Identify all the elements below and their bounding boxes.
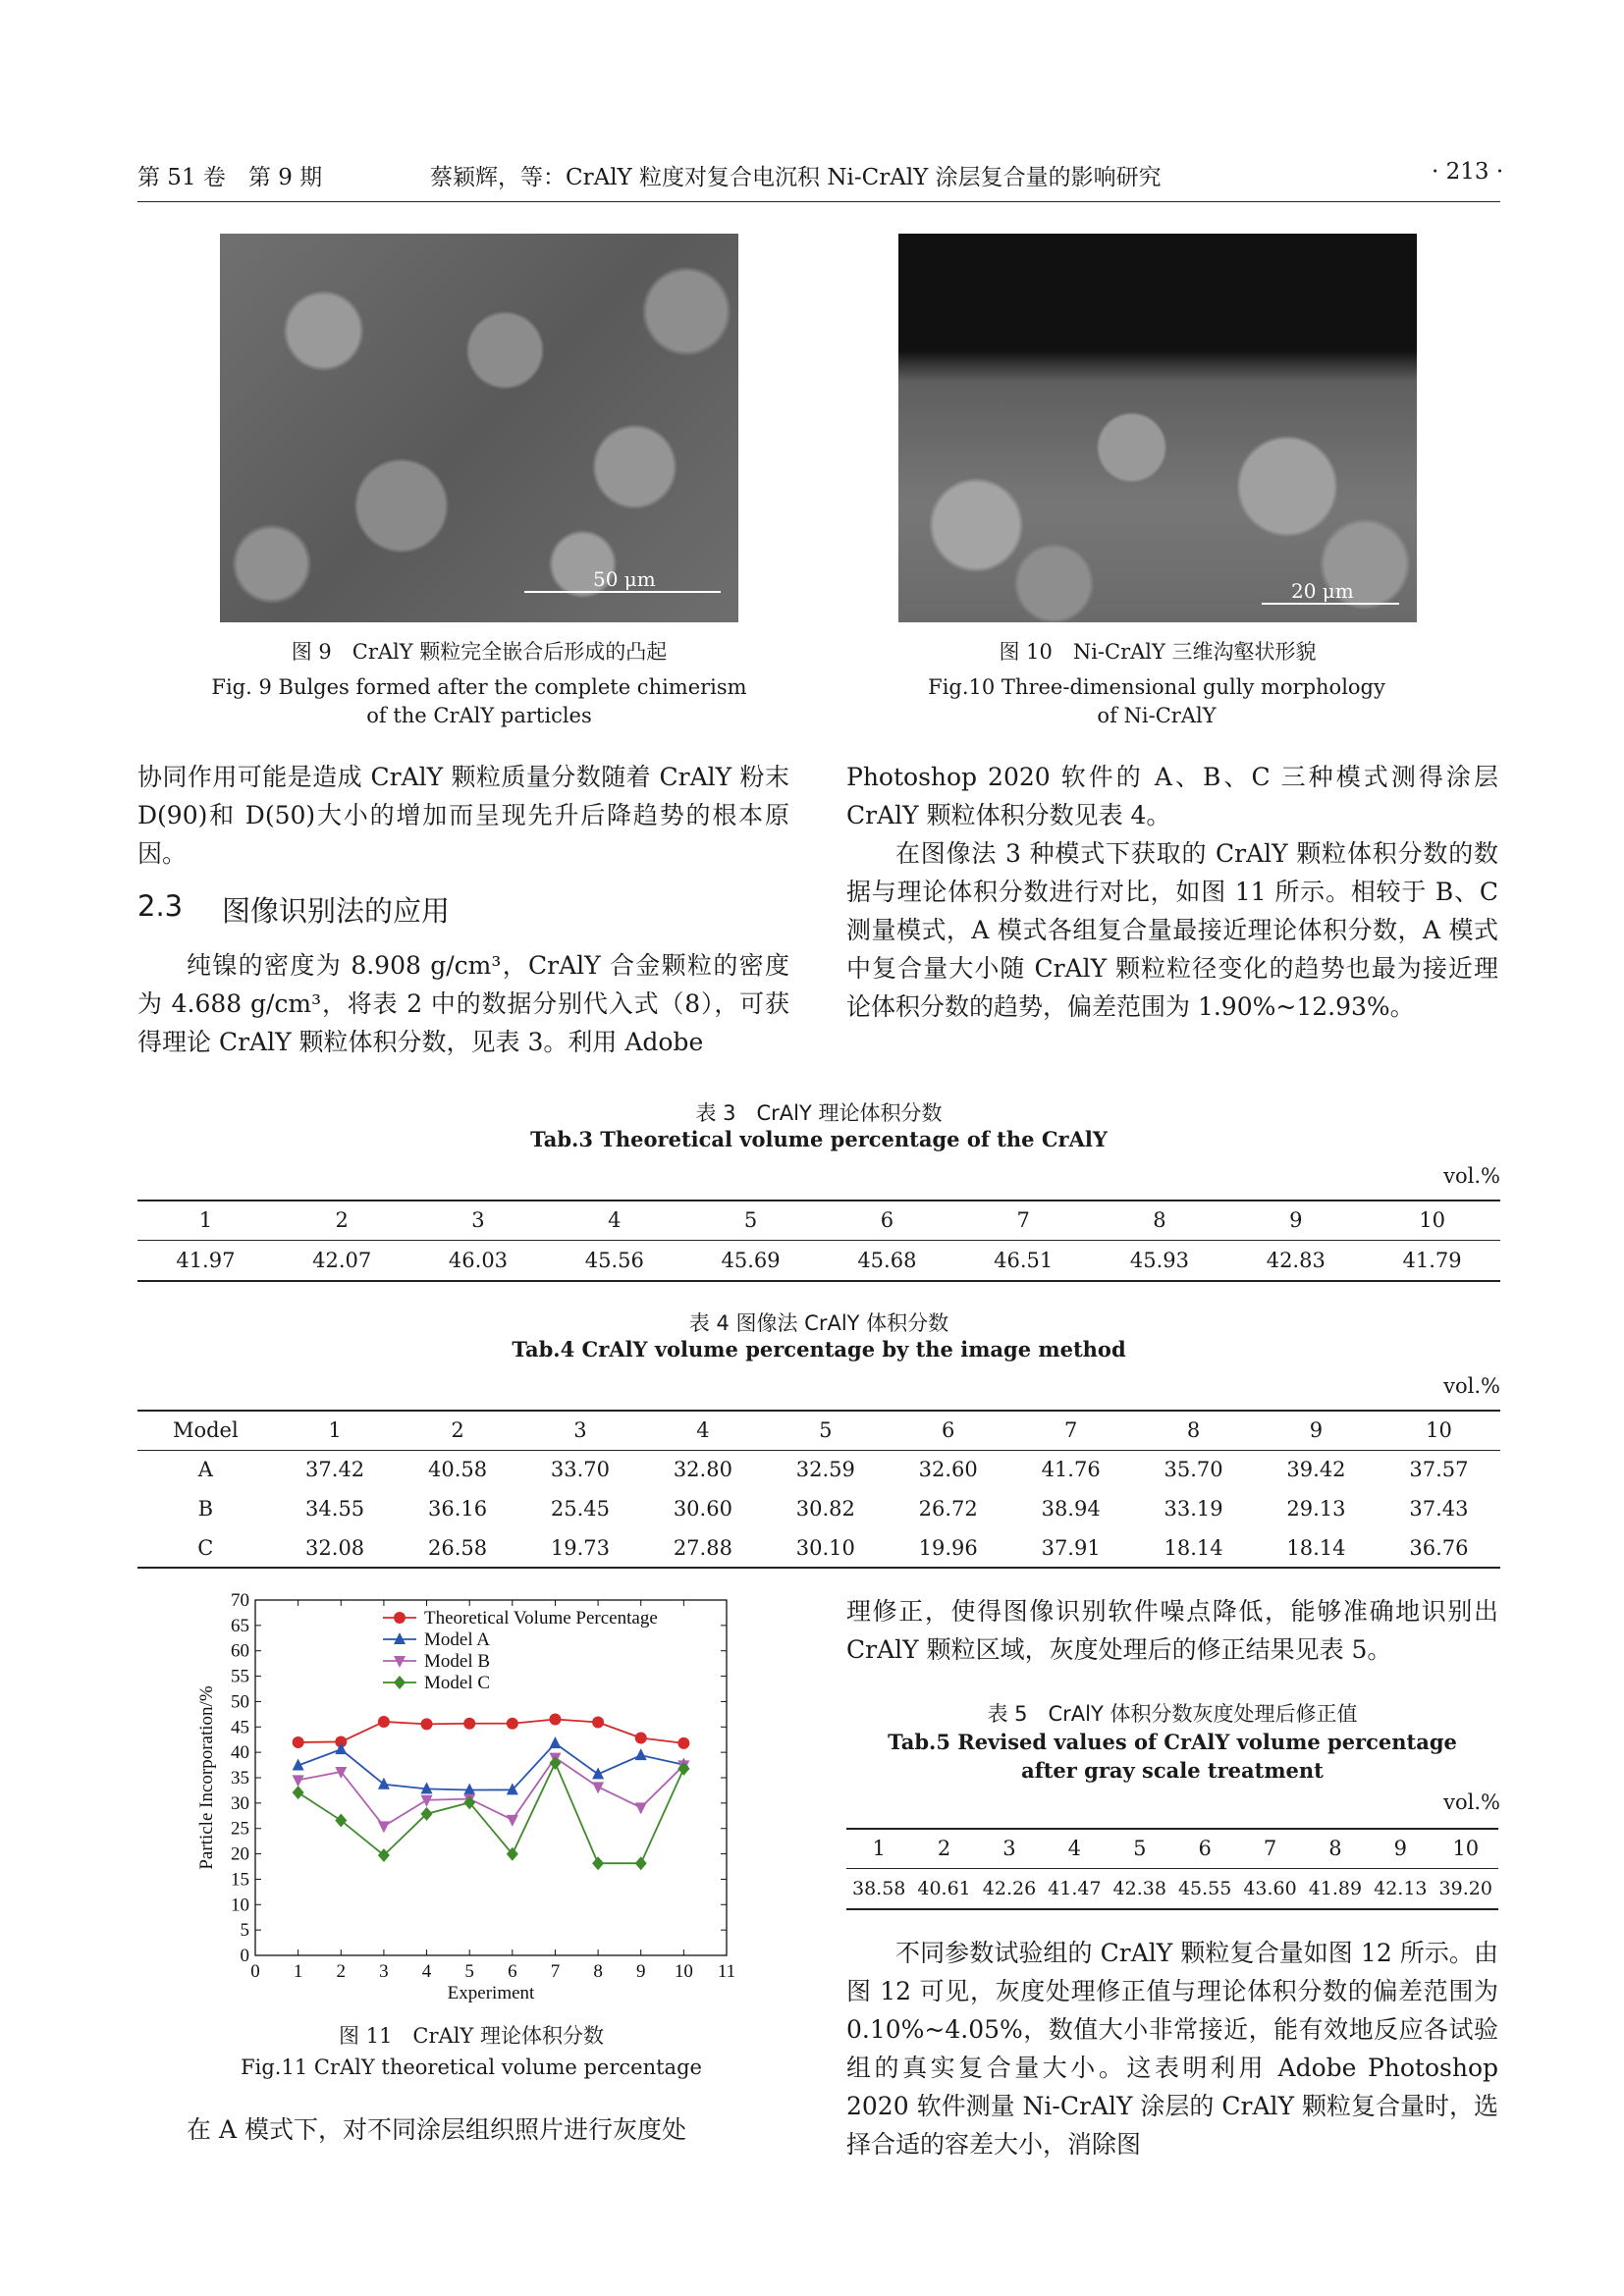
- right-paragraph-1: Photoshop 2020 软件的 A、B、C 三种模式测得涂层 CrAlY 颗粒体积分数见表 4。: [846, 763, 1498, 829]
- y-tick-label: 45: [231, 1717, 249, 1738]
- series-1-point: [549, 1736, 561, 1748]
- table5-header-cell: 7: [1237, 1829, 1302, 1868]
- x-tick-label: 4: [421, 1961, 432, 1982]
- table4-header-cell: 1: [274, 1411, 397, 1450]
- table3-header-cell: 5: [682, 1201, 819, 1240]
- series-2-line: [298, 1758, 684, 1827]
- series-1-point: [635, 1748, 647, 1760]
- table5: [846, 1828, 1498, 1910]
- table5-cell: 43.60: [1237, 1868, 1302, 1909]
- series-1-point: [378, 1778, 390, 1789]
- table4-cell: 36.76: [1378, 1528, 1500, 1568]
- table4-caption-en: Tab.4 CrAlY volume percentage by the image method: [512, 1337, 1126, 1362]
- table5-caption-cn: 表 5 CrAlY 体积分数灰度处理后修正值: [987, 1702, 1358, 1726]
- table5-cell: 40.61: [911, 1868, 976, 1909]
- x-tick-label: 5: [464, 1961, 474, 1982]
- series-0-point: [421, 1718, 433, 1730]
- table5-header-cell: 4: [1042, 1829, 1107, 1868]
- table4-header-cell: 7: [1009, 1411, 1132, 1450]
- table5-header-cell: 6: [1172, 1829, 1237, 1868]
- y-tick-label: 15: [231, 1869, 249, 1891]
- x-tick-label: 9: [635, 1961, 646, 1982]
- section-title: 图像识别法的应用: [222, 894, 451, 928]
- y-tick-label: 35: [231, 1768, 249, 1789]
- series-0-point: [635, 1733, 647, 1744]
- y-tick-label: 30: [231, 1792, 249, 1814]
- table4-cell: 26.58: [397, 1528, 519, 1568]
- table4-cell: 37.43: [1409, 1497, 1469, 1521]
- table5-cell: 41.89: [1303, 1868, 1368, 1909]
- series-2-point: [293, 1775, 304, 1787]
- section-number: 2.3: [137, 889, 184, 923]
- table4-cell: 19.96: [887, 1528, 1009, 1568]
- table4-cell: A: [137, 1450, 274, 1489]
- y-tick-label: 60: [231, 1640, 249, 1662]
- table5-header-cell: 5: [1108, 1829, 1172, 1868]
- table4-cell: 33.70: [519, 1450, 642, 1489]
- table3-header-row: [137, 1201, 1500, 1240]
- table4-cell: 30.82: [795, 1497, 855, 1521]
- table5-header-cell: 3: [977, 1829, 1042, 1868]
- table3-header-cell: 6: [819, 1201, 955, 1240]
- y-tick-label: 40: [231, 1742, 249, 1764]
- table4-cell: 37.57: [1378, 1450, 1500, 1489]
- table5-caption-en-2: after gray scale treatment: [1021, 1758, 1324, 1783]
- fig11-caption-cn: 图 11 CrAlY 理论体积分数: [339, 2024, 604, 2048]
- table3-cell: 41.79: [1364, 1240, 1500, 1281]
- header-rule: [137, 201, 1500, 202]
- y-tick-label: 20: [231, 1843, 249, 1865]
- series-0-point: [293, 1736, 304, 1748]
- table3-caption-en: Tab.3 Theoretical volume percentage of the CrAlY: [530, 1127, 1108, 1151]
- series-0-point: [592, 1716, 604, 1728]
- table4-cell: 18.14: [1132, 1528, 1255, 1568]
- table5-cell: 38.58: [846, 1868, 911, 1909]
- table4-cell: 39.42: [1255, 1450, 1378, 1489]
- series-3-point: [635, 1856, 647, 1870]
- series-1-line: [298, 1743, 684, 1789]
- series-3-legend-marker: [394, 1676, 406, 1689]
- table4-cell: 30.60: [673, 1497, 732, 1521]
- x-tick-label: 6: [508, 1961, 517, 1982]
- page-number: · 213 ·: [1432, 159, 1504, 185]
- series-2-point: [378, 1821, 390, 1833]
- table4-header-cell: 5: [764, 1411, 887, 1450]
- series-3-point: [549, 1756, 561, 1770]
- table4-cell: B: [197, 1497, 214, 1521]
- table4-cell: 30.10: [764, 1528, 887, 1568]
- table3-header-cell: 3: [410, 1201, 547, 1240]
- table5-header-row: [846, 1829, 1498, 1868]
- table4-cell: 33.19: [1164, 1497, 1223, 1521]
- fig10-caption-en-2: of Ni-CrAlY: [1097, 704, 1217, 727]
- table3-header-cell: 8: [1092, 1201, 1228, 1240]
- plot-frame: [255, 1600, 727, 1955]
- y-tick-label: 0: [240, 1946, 249, 1966]
- table4-cell: 32.60: [887, 1450, 1009, 1489]
- table3-value-row: [137, 1240, 1500, 1281]
- series-2-point: [635, 1802, 647, 1814]
- table4-cell: 27.88: [641, 1528, 764, 1568]
- running-title: 蔡颖辉，等：CrAlY 粒度对复合电沉积 Ni-CrAlY 涂层复合量的影响研究: [430, 165, 1162, 190]
- fig9-caption-cn: 图 9 CrAlY 颗粒完全嵌合后形成的凸起: [291, 640, 668, 664]
- fig11-caption-en: Fig.11 CrAlY theoretical volume percentage: [241, 2056, 702, 2079]
- table4-cell: 29.13: [1286, 1497, 1346, 1521]
- table3: [137, 1200, 1500, 1282]
- series-0-line: [298, 1719, 684, 1742]
- table3-cell: 41.97: [137, 1240, 274, 1281]
- table3-unit: vol.%: [1443, 1164, 1500, 1188]
- series-0-legend-label: Theoretical Volume Percentage: [424, 1608, 658, 1629]
- x-tick-label: 2: [336, 1961, 347, 1982]
- series-1-legend-marker: [394, 1632, 406, 1644]
- fig9-micrograph: [220, 234, 738, 622]
- table3-caption-cn: 表 3 CrAlY 理论体积分数: [695, 1101, 943, 1125]
- series-0-point: [549, 1713, 561, 1725]
- x-tick-label: 8: [593, 1961, 603, 1982]
- table4-header-cell: 9: [1255, 1411, 1378, 1450]
- table3-cell: 45.56: [546, 1240, 682, 1281]
- table4-header-cell: 10: [1378, 1411, 1500, 1450]
- x-tick-label: 7: [550, 1961, 561, 1982]
- table3-cell: 45.68: [819, 1240, 955, 1281]
- fig10-caption-cn: 图 10 Ni-CrAlY 三维沟壑状形貌: [999, 640, 1317, 664]
- fig9-scale-bar: [524, 591, 721, 593]
- table5-value-row: [846, 1868, 1498, 1909]
- table4-cell: 25.45: [550, 1497, 611, 1521]
- series-3-legend-label: Model C: [424, 1673, 491, 1693]
- x-tick-label: 0: [250, 1961, 260, 1982]
- x-tick-label: 3: [379, 1961, 389, 1982]
- table4-header-cell: 6: [887, 1411, 1009, 1450]
- series-3-line: [298, 1763, 684, 1863]
- table5-caption-en-1: Tab.5 Revised values of CrAlY volume percentage: [888, 1730, 1457, 1754]
- series-0-legend-marker: [394, 1612, 406, 1624]
- series-3-point: [592, 1856, 604, 1870]
- table3-cell: 45.69: [682, 1240, 819, 1281]
- right-paragraph-2: 在图像法 3 种模式下获取的 CrAlY 颗粒体积分数的数据与理论体积分数进行对比，如图 11 所示。相较于 B、C 测量模式，A 模式各组复合量最接近理论体积分数，A 模式中复合量大小随 CrAlY 颗粒粒径变化的趋势也最为接近理论体积分数的趋势，偏差范围为 1.90%~12.93%。: [846, 839, 1498, 1021]
- series-0-point: [677, 1737, 689, 1749]
- y-tick-label: 50: [231, 1691, 249, 1713]
- table5-cell: 39.20: [1434, 1868, 1498, 1909]
- table4-cell: 40.58: [397, 1450, 519, 1489]
- table5-header-cell: 8: [1303, 1829, 1368, 1868]
- table5-cell: 45.55: [1172, 1868, 1237, 1909]
- table4-cell: 35.70: [1132, 1450, 1255, 1489]
- table3-header-cell: 7: [955, 1201, 1092, 1240]
- series-1-legend-label: Model A: [424, 1629, 491, 1650]
- fig10-micrograph: [898, 234, 1417, 622]
- series-2-point: [507, 1815, 518, 1827]
- series-2-point: [592, 1782, 604, 1793]
- table5-cell: 42.38: [1108, 1868, 1172, 1909]
- table4-cell: 32.80: [641, 1450, 764, 1489]
- table3-header-cell: 1: [137, 1201, 274, 1240]
- fig11-svg: [187, 1590, 756, 2002]
- table3-cell: 42.07: [274, 1240, 410, 1281]
- fig10-caption-en-1: Fig.10 Three-dimensional gully morphology: [928, 675, 1385, 699]
- table4-cell: 37.42: [274, 1450, 397, 1489]
- table4-header-row: [137, 1411, 1500, 1450]
- series-0-point: [463, 1718, 475, 1730]
- table3-cell: 42.83: [1227, 1240, 1364, 1281]
- table5-cell: 42.13: [1368, 1868, 1433, 1909]
- journal-volume: 第 51 卷 第 9 期: [137, 165, 323, 190]
- table3-cell: 45.93: [1092, 1240, 1228, 1281]
- left-paragraph-1: 协同作用可能是造成 CrAlY 颗粒质量分数随着 CrAlY 粉末 D(90)和 D(50)大小的增加而呈现先升后降趋势的根本原因。: [137, 763, 789, 868]
- fig9-caption-en-2: of the CrAlY particles: [366, 704, 592, 727]
- table4-header-cell: 2: [397, 1411, 519, 1450]
- table3-header-cell: 9: [1227, 1201, 1364, 1240]
- table5-header-cell: 2: [911, 1829, 976, 1868]
- table4-caption-cn: 表 4 图像法 CrAlY 体积分数: [688, 1311, 949, 1335]
- table3-header-cell: 4: [546, 1201, 682, 1240]
- table4-cell: 19.73: [519, 1528, 642, 1568]
- table4-cell: 38.94: [1041, 1497, 1101, 1521]
- series-2-point: [421, 1795, 433, 1807]
- table3-cell: 46.51: [955, 1240, 1092, 1281]
- right-paragraph-4: 不同参数试验组的 CrAlY 颗粒复合量如图 12 所示。由图 12 可见，灰度处理修正值与理论体积分数的偏差范围为 0.10%~4.05%，数值大小非常接近，能有效地反应各试验组的真实复合量大小。这表明利用 Adobe Photoshop 2020 软件测量 Ni-CrAlY 涂层的 CrAlY 颗粒复合量时，选择合适的容差大小，消除图: [846, 1939, 1498, 2159]
- table4-cell: 26.72: [918, 1497, 978, 1521]
- fig10-scale-label: 20 μm: [1291, 579, 1354, 603]
- table4: [137, 1410, 1500, 1569]
- table4-row-c: [137, 1528, 1500, 1568]
- table4-cell: 18.14: [1255, 1528, 1378, 1568]
- series-3-point: [335, 1814, 347, 1828]
- y-tick-label: 65: [231, 1615, 249, 1636]
- series-2-legend-label: Model B: [424, 1651, 491, 1672]
- table3-cell: 46.03: [410, 1240, 547, 1281]
- y-tick-label: 25: [231, 1818, 249, 1840]
- table4-header-cell: 4: [641, 1411, 764, 1450]
- fig10-scale-bar: [1262, 603, 1399, 605]
- left-paragraph-2: 纯镍的密度为 8.908 g/cm³，CrAlY 合金颗粒的密度为 4.688 g/cm³，将表 2 中的数据分别代入式（8），可获得理论 CrAlY 颗粒体积分数，见表 3。利用 Adobe: [137, 951, 789, 1056]
- x-tick-label: 1: [293, 1961, 303, 1982]
- y-tick-label: 55: [231, 1666, 249, 1687]
- table4-header-cell: 3: [519, 1411, 642, 1450]
- table5-header-cell: 10: [1434, 1829, 1498, 1868]
- table4-cell: 37.91: [1009, 1528, 1132, 1568]
- left-paragraph-3: 在 A 模式下，对不同涂层组织照片进行灰度处: [187, 2115, 686, 2144]
- table5-unit: vol.%: [1443, 1790, 1500, 1814]
- table4-cell: 32.59: [764, 1450, 887, 1489]
- y-axis-label: Particle Incorporation/%: [196, 1685, 217, 1870]
- y-tick-label: 5: [240, 1920, 249, 1942]
- table4-cell: C: [137, 1528, 274, 1568]
- table4-cell: 36.16: [427, 1497, 488, 1521]
- table4-header-cell: Model: [137, 1411, 274, 1450]
- table5-cell: 42.26: [977, 1868, 1042, 1909]
- right-paragraph-3: 理修正，使得图像识别软件噪点降低，能够准确地识别出 CrAlY 颗粒区域，灰度处理后的修正结果见表 5。: [846, 1597, 1498, 1664]
- series-2-legend-marker: [394, 1656, 406, 1668]
- x-axis-label: Experiment: [447, 1983, 535, 2002]
- table4-cell: 34.55: [305, 1497, 365, 1521]
- fig11-chart: [187, 1590, 756, 2002]
- series-0-point: [507, 1718, 518, 1730]
- y-tick-label: 70: [231, 1590, 249, 1611]
- table3-header-cell: 2: [274, 1201, 410, 1240]
- table5-header-cell: 1: [846, 1829, 911, 1868]
- table4-row-b: [137, 1489, 1500, 1528]
- table5-header-cell: 9: [1368, 1829, 1433, 1868]
- x-tick-label: 11: [717, 1961, 736, 1982]
- series-0-point: [378, 1716, 390, 1728]
- table5-cell: 41.47: [1042, 1868, 1107, 1909]
- table4-cell: 32.08: [274, 1528, 397, 1568]
- fig9-scale-label: 50 μm: [593, 567, 656, 591]
- y-tick-label: 10: [231, 1895, 249, 1916]
- table3-header-cell: 10: [1364, 1201, 1500, 1240]
- table4-header-cell: 8: [1132, 1411, 1255, 1450]
- table4-row-a: [137, 1450, 1500, 1489]
- x-tick-label: 10: [674, 1961, 693, 1982]
- table4-cell: 41.76: [1009, 1450, 1132, 1489]
- fig9-caption-en-1: Fig. 9 Bulges formed after the complete chimerism: [211, 675, 747, 699]
- series-3-point: [293, 1786, 304, 1799]
- table4-unit: vol.%: [1443, 1374, 1500, 1398]
